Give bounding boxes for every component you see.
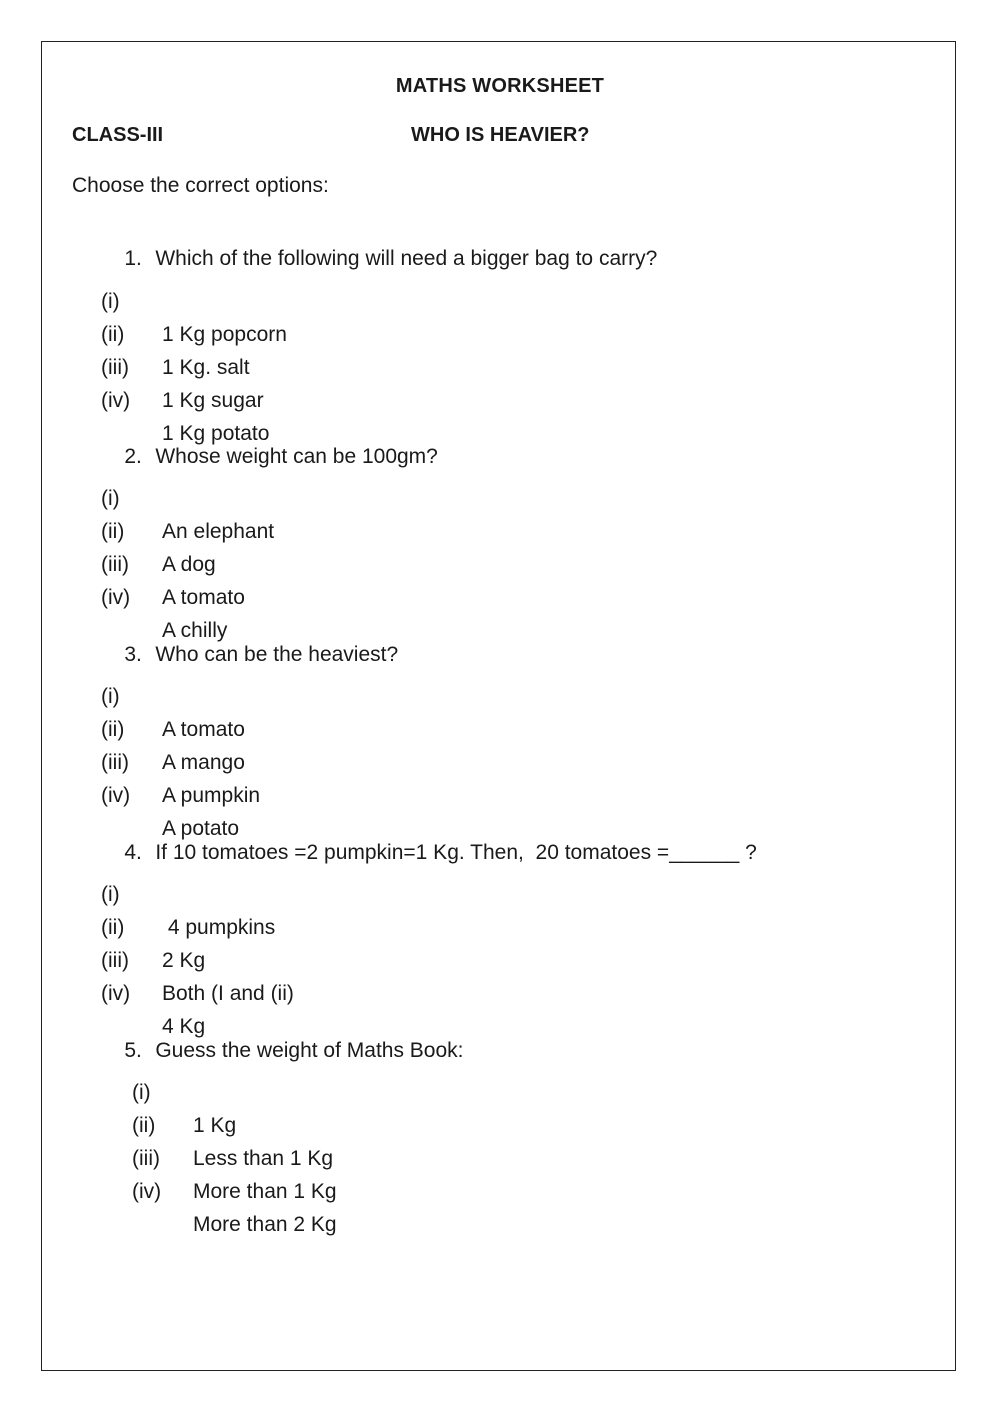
option-roman: (i) xyxy=(132,1081,151,1104)
option-roman: (ii) xyxy=(101,323,125,346)
option-text: 1 Kg popcorn xyxy=(162,323,287,346)
option-roman: (i) xyxy=(101,487,120,510)
option-text: 1 Kg. salt xyxy=(162,356,250,379)
question-text: Whose weight can be 100gm? xyxy=(155,445,438,468)
option-roman: (iv) xyxy=(101,784,131,807)
option-roman: (iii) xyxy=(101,949,129,972)
question-4-line xyxy=(101,817,757,889)
option-text: Less than 1 Kg xyxy=(193,1147,334,1170)
option-text: More than 2 Kg xyxy=(193,1213,337,1236)
option-roman: (ii) xyxy=(132,1114,156,1137)
option-roman: (iv) xyxy=(132,1180,162,1203)
question-2-line xyxy=(101,421,438,493)
option-text: A mango xyxy=(162,751,245,774)
option-roman: (iv) xyxy=(101,389,131,412)
question-text: If 10 tomatoes =2 pumpkin=1 Kg. Then, 20 tomatoes =______ ? xyxy=(155,841,757,864)
option-text: 1 Kg sugar xyxy=(162,389,264,412)
option-text: Both (I and (ii) xyxy=(162,982,294,1005)
instructions: Choose the correct options: xyxy=(72,174,329,197)
option-text: 4 Kg xyxy=(162,1015,206,1038)
worksheet-title: MATHS WORKSHEET xyxy=(395,75,605,97)
question-1-line xyxy=(101,223,657,295)
question-text: Guess the weight of Maths Book: xyxy=(155,1039,464,1062)
question-text: Which of the following will need a bigger bag to carry? xyxy=(155,247,658,270)
option-text: A chilly xyxy=(162,619,228,642)
question-number: 3. xyxy=(124,643,142,666)
question-number: 5. xyxy=(124,1039,142,1062)
option-text: 1 Kg potato xyxy=(162,422,270,445)
option-roman: (ii) xyxy=(101,718,125,741)
class-label: CLASS-III xyxy=(72,124,164,146)
option-text: A potato xyxy=(162,817,240,840)
option-roman: (ii) xyxy=(101,520,125,543)
question-3-line xyxy=(101,619,398,691)
option-roman: (i) xyxy=(101,883,120,906)
option-text: A tomato xyxy=(162,586,245,609)
option-roman: (i) xyxy=(101,290,120,313)
option-roman: (iii) xyxy=(101,553,129,576)
option-roman: (ii) xyxy=(101,916,125,939)
question-number: 4. xyxy=(124,841,142,864)
question-text: Who can be the heaviest? xyxy=(155,643,399,666)
option-text: A tomato xyxy=(162,718,245,741)
option-roman: (i) xyxy=(101,685,120,708)
question-number: 1. xyxy=(124,247,142,270)
option-text: A dog xyxy=(162,553,216,576)
question-5-line xyxy=(101,1015,464,1087)
option-roman: (iii) xyxy=(101,356,129,379)
option-text: 2 Kg xyxy=(162,949,206,972)
option-text: 4 pumpkins xyxy=(162,916,276,939)
option-text: More than 1 Kg xyxy=(193,1180,337,1203)
option-text: A pumpkin xyxy=(162,784,261,807)
question-number: 2. xyxy=(124,445,142,468)
option-roman: (iv) xyxy=(101,586,131,609)
topic-heading: WHO IS HEAVIER? xyxy=(411,124,590,146)
option-roman: (iii) xyxy=(101,751,129,774)
option-roman: (iii) xyxy=(132,1147,160,1170)
option-text: An elephant xyxy=(162,520,275,543)
option-text: 1 Kg xyxy=(193,1114,237,1137)
option-roman: (iv) xyxy=(101,982,131,1005)
